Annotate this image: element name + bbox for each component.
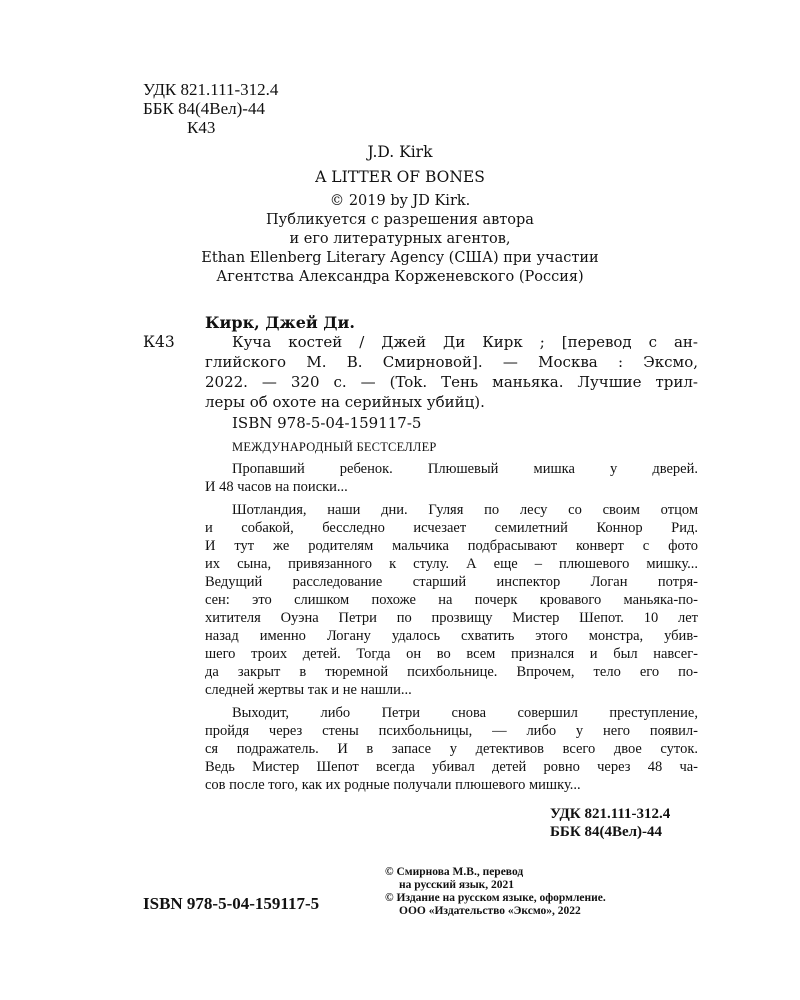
annotation-line: Шотландия, наши дни. Гуляя по лесу со своим отцом xyxy=(232,502,698,518)
bib-author-heading: Кирк, Джей Ди. xyxy=(205,313,355,332)
annotation-line: Ведь Мистер Шепот всегда убивал детей ровно через 48 ча- xyxy=(205,759,698,775)
annotation-line: сов после того, как их родные получали плюшевого мишку... xyxy=(205,777,581,793)
original-title: A LITTER OF BONES xyxy=(315,168,485,186)
copyright-line: © 2019 by JD Kirk. xyxy=(329,193,471,209)
annotation-line: их сына, привязанного к стулу. А еще – плюшевого мишку... xyxy=(205,556,698,572)
edition-copyright: ООО «Издательство «Эксмо», 2022 xyxy=(399,905,581,917)
annotation-line: назад именно Логану удалось схватить этого монстра, убив- xyxy=(205,628,698,644)
udk-code-bottom: УДК 821.111-312.4 xyxy=(550,806,671,822)
annotation-line: да закрыт в тюремной психбольнице. Впрочем, тело его по- xyxy=(205,664,698,680)
bib-isbn: ISBN 978-5-04-159117-5 xyxy=(232,414,422,432)
annotation-line: Выходит, либо Петри снова совершил преступление, xyxy=(232,705,698,721)
annotation-line: следней жертвы так и не нашли... xyxy=(205,682,412,698)
annotation-line: И 48 часов на поиски... xyxy=(205,479,348,495)
translation-copyright: на русский язык, 2021 xyxy=(399,879,515,891)
bib-description-line: глийского М. В. Смирновой]. — Москва : Эксмо, xyxy=(205,353,698,371)
bbk-code-bottom: ББК 84(4Вел)-44 xyxy=(550,824,663,840)
annotation-line: и собакой, бесследно исчезает семилетний Коннор Рид. xyxy=(205,520,698,536)
original-author: J.D. Kirk xyxy=(367,143,433,161)
bib-code: К43 xyxy=(143,333,175,351)
annotation-line: ся подражатель. И в запасе у детективов всего двое суток. xyxy=(205,741,698,757)
annotation-line: Пропавший ребенок. Плюшевый мишка у дверей. xyxy=(232,461,698,477)
bib-description-line: леры об охоте на серийных убийц). xyxy=(205,393,485,411)
copyright-line: и его литературных агентов, xyxy=(289,231,511,247)
translation-copyright: © Смирнова М.В., перевод xyxy=(385,866,524,878)
author-mark: К43 xyxy=(187,118,216,137)
annotation-line: шего троих детей. Тогда он во всем признался и был навсег- xyxy=(205,646,698,662)
copyright-line: Агентства Александра Корженевского (Россия) xyxy=(216,269,584,285)
isbn-bottom: ISBN 978-5-04-159117-5 xyxy=(143,894,320,913)
udk-code: УДК 821.111-312.4 xyxy=(143,80,279,99)
bbk-code: ББК 84(4Вел)-44 xyxy=(143,99,265,118)
annotation-line: хитителя Оуэна Петри по прозвищу Мистер Шепот. 10 лет xyxy=(205,610,698,626)
bib-description-line: Куча костей / Джей Ди Кирк ; [перевод с ан- xyxy=(232,333,698,351)
annotation-line: Ведущий расследование старший инспектор Логан потря- xyxy=(205,574,698,590)
annotation-line: сен: это слишком похоже на почерк кровавого маньяка-по- xyxy=(205,592,698,608)
copyright-line: Публикуется с разрешения автора xyxy=(266,212,534,228)
annotation-line: пройдя через стены психбольницы, — либо у него появил- xyxy=(205,723,698,739)
series-label: МЕЖДУНАРОДНЫЙ БЕСТСЕЛЛЕР xyxy=(232,440,437,454)
bib-description-line: 2022. — 320 с. — (Tok. Тень маньяка. Лучшие трил- xyxy=(205,373,698,391)
annotation-line: И тут же родителям мальчика подбрасывают конверт с фото xyxy=(205,538,698,554)
edition-copyright: © Издание на русском языке, оформление. xyxy=(385,892,606,904)
copyright-line: Ethan Ellenberg Literary Agency (США) при участии xyxy=(201,250,599,266)
